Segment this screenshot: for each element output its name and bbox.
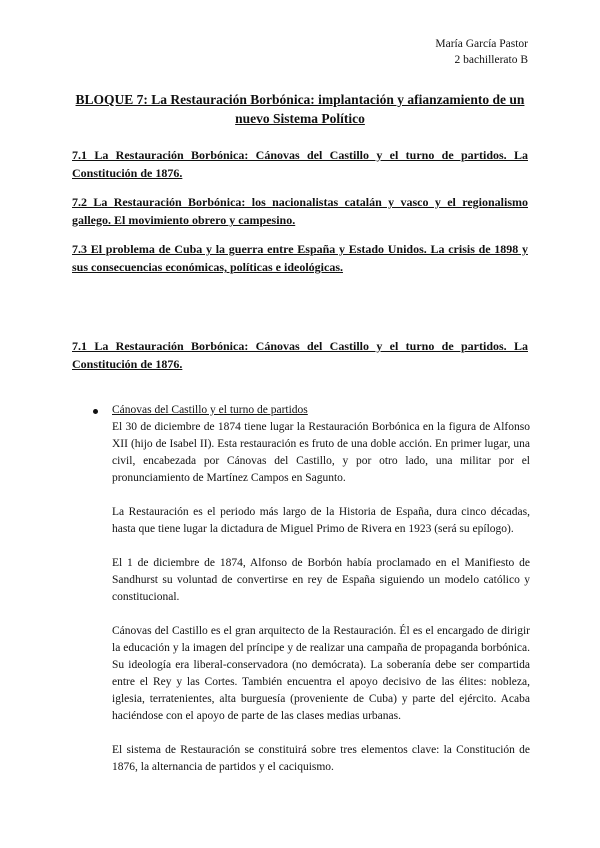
index-item-7-1: 7.1 La Restauración Borbónica: Cánovas del Castillo y el turno de partidos. La Constitución de 1876. bbox=[72, 148, 528, 180]
paragraph-4: Cánovas del Castillo es el gran arquitecto de la Restauración. Él es el encargado de dirigir la educación y la imagen del príncipe y de realizar una campaña de propaganda borbónica. Su ideología era liberal-conservadora (no demócrata). La soberanía debe ser compartida entre el Rey y las Cortes. También encuentra el apoyo decisivo de las élites: nobleza, iglesia, terratenientes, alta burguesía (proveniente de Cuba) y parte del ejército. Acaba haciéndose con el apoyo de parte de las clases medias urbanas. bbox=[112, 625, 530, 722]
paragraph-5: El sistema de Restauración se constituirá sobre tres elementos clave: la Constitución de 1876, la alternancia de partidos y el caciquismo. bbox=[112, 744, 530, 773]
section-heading-7-1: 7.1 La Restauración Borbónica: Cánovas del Castillo y el turno de partidos. La Constitución de 1876. bbox=[72, 339, 528, 371]
index-item-7-2: 7.2 La Restauración Borbónica: los nacionalistas catalán y vasco y el regionalismo gallego. El movimiento obrero y campesino. bbox=[72, 195, 528, 227]
author-block bbox=[435, 36, 528, 68]
bullet-content bbox=[112, 402, 530, 793]
document-title: BLOQUE 7: La Restauración Borbónica: implantación y afianzamiento de un nuevo Sistema Político bbox=[75, 92, 525, 126]
bullet-icon bbox=[93, 409, 98, 414]
index-item-7-3: 7.3 El problema de Cuba y la guerra entre España y Estado Unidos. La crisis de 1898 y sus consecuencias económicas, políticas e ideológicas. bbox=[72, 242, 528, 274]
paragraph-1: El 30 de diciembre de 1874 tiene lugar la Restauración Borbónica en la figura de Alfonso XII (hijo de Isabel II). Esta restauración es fruto de una doble acción. En primer lugar, una civil, encabezada por Cánovas del Castillo, y por otro lado, una militar por el pronunciamiento de Martínez Campos en Sagunto. bbox=[112, 421, 530, 484]
author-name: María García Pastor bbox=[435, 38, 528, 50]
paragraph-3: El 1 de diciembre de 1874, Alfonso de Borbón había proclamado en el Manifiesto de Sandhurst su voluntad de convertirse en rey de España siguiendo un modelo católico y constitucional. bbox=[112, 557, 530, 603]
paragraph-2: La Restauración es el periodo más largo de la Historia de España, dura cinco décadas, hasta que tiene lugar la dictadura de Miguel Primo de Rivera en 1923 (será su epílogo). bbox=[112, 506, 530, 535]
course-name: 2 bachillerato B bbox=[454, 54, 528, 66]
bullet-heading: Cánovas del Castillo y el turno de partidos bbox=[112, 404, 308, 416]
